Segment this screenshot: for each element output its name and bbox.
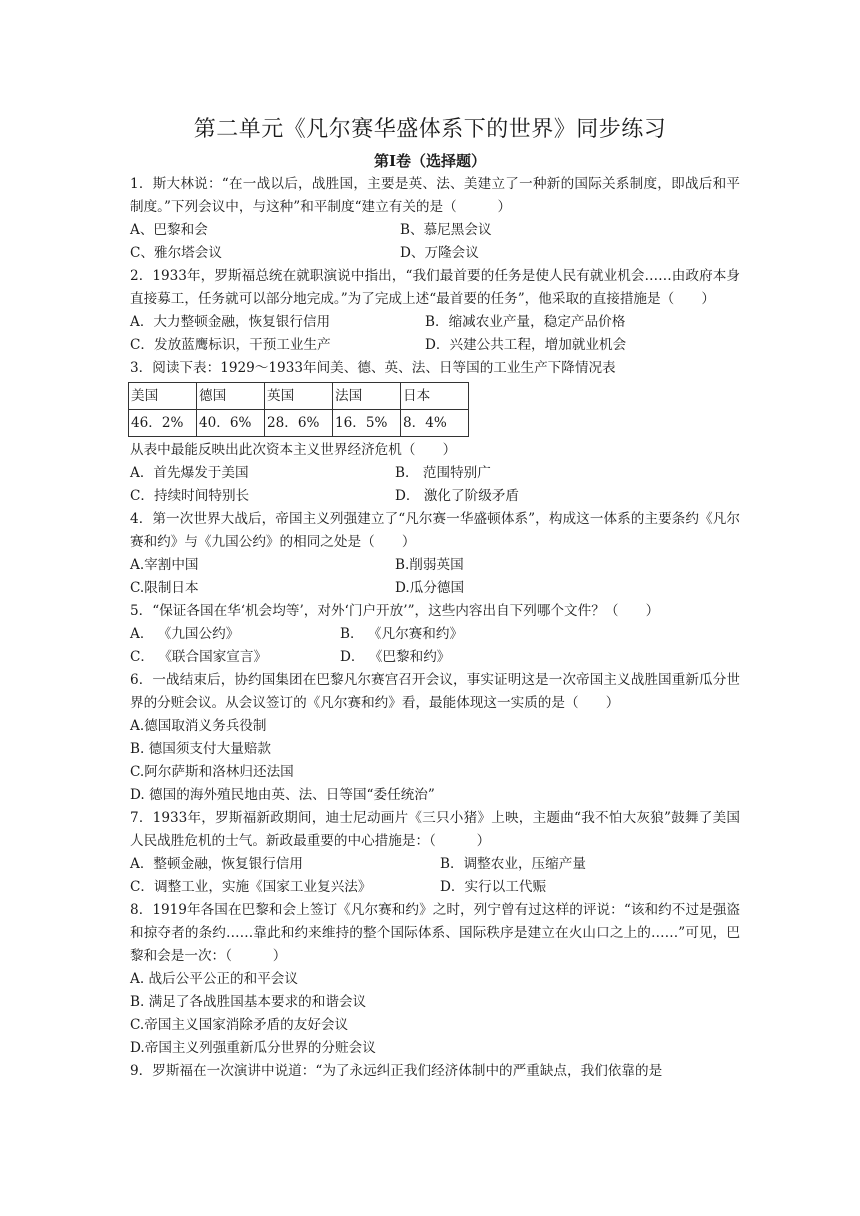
production-decline-table <box>128 382 469 437</box>
question-stem: 1．斯大林说：“在一战以后，战胜国，主要是英、法、美建立了一种新的国际关系制度，即战后和平制度。”下列会议中，与这种”和平制度“建立有关的是（ ） <box>130 176 740 215</box>
table-cell: 28．6% <box>265 410 333 437</box>
option-d: D.瓜分德国 <box>395 580 465 596</box>
question-6 <box>130 669 740 807</box>
table-header-cell: 法国 <box>333 383 401 410</box>
question-stem: 7．1933年，罗斯福新政期间，迪士尼动画片《三只小猪》上映，主题曲“我不怕大灰狼”鼓舞了美国人民战胜危机的士气。新政最重要的中心措施是：（ ） <box>130 810 740 849</box>
option-b: B．调整农业，压缩产量 <box>440 856 586 872</box>
option-b: B． 范围特别广 <box>395 465 491 481</box>
question-7 <box>130 807 740 899</box>
table-cell: 40．6% <box>197 410 265 437</box>
option-c: C．发放蓝鹰标识，干预工业生产 <box>130 337 331 353</box>
table-header-cell: 英国 <box>265 383 333 410</box>
question-1 <box>130 173 740 265</box>
option-a: A.宰割中国 <box>130 557 199 573</box>
option-c: C.阿尔萨斯和洛林归还法国 <box>130 764 294 780</box>
options <box>130 968 740 1060</box>
option-a: A.德国取消义务兵役制 <box>130 718 267 734</box>
document-title: 第二单元《凡尔赛华盛体系下的世界》同步练习 <box>193 117 667 142</box>
option-b: B、慕尼黑会议 <box>400 222 492 238</box>
options <box>130 715 740 807</box>
question-stem: 2．1933年，罗斯福总统在就职演说中指出，“我们最首要的任务是使人民有就业机会……由政府本身直接募工，任务就可以部分地完成。”为了完成上述“最首要的任务”，他采取的直接措施是（ ） <box>130 268 740 307</box>
option-d: D. 德国的海外殖民地由英、法、日等国“委任统治” <box>130 787 435 803</box>
question-stem: 4．第一次世界大战后，帝国主义列强建立了“凡尔赛一华盛顿体系”，构成这一体系的主要条约《凡尔赛和约》与《九国公约》的相同之处是（ ） <box>130 511 740 550</box>
option-d: D、万隆会议 <box>400 245 479 261</box>
option-c: C.帝国主义国家消除矛盾的友好会议 <box>130 1017 349 1033</box>
table-header-row <box>129 383 469 410</box>
question-stem-continued: 从表中最能反映出此次资本主义世界经济危机（ ） <box>130 442 457 458</box>
table-header-cell: 美国 <box>129 383 197 410</box>
question-stem: 5．“保证各国在华‘机会均等’，对外‘门户开放’”，这些内容出自下列哪个文件？（ ） <box>130 603 660 619</box>
option-d: D．实行以工代赈 <box>440 879 547 895</box>
option-b: B. 满足了各战胜国基本要求的和谐会议 <box>130 994 367 1010</box>
option-b: B．缩减农业产量，稳定产品价格 <box>425 314 626 330</box>
question-4 <box>130 508 740 600</box>
option-c: C.限制日本 <box>130 580 199 596</box>
options <box>130 462 740 508</box>
option-c: C．持续时间特别长 <box>130 488 250 504</box>
option-c: C．调整工业，实施《国家工业复兴法》 <box>130 879 372 895</box>
option-a: A．首先爆发于美国 <box>130 465 249 481</box>
option-d: D.帝国主义列强重新瓜分世界的分赃会议 <box>130 1040 376 1056</box>
option-a: A、巴黎和会 <box>130 222 208 238</box>
option-d: D． 激化了阶级矛盾 <box>395 488 519 504</box>
options <box>130 623 740 669</box>
question-8 <box>130 899 740 1060</box>
option-b: B． 《凡尔赛和约》 <box>340 626 464 642</box>
question-list <box>130 173 740 1083</box>
option-a: A. 战后公平公正的和平会议 <box>130 971 298 987</box>
option-a: A．大力整顿金融，恢复银行信用 <box>130 314 331 330</box>
section-title: 第Ⅰ卷（选择题） <box>373 152 487 170</box>
options <box>130 311 740 357</box>
table-header-cell: 日本 <box>401 383 469 410</box>
options <box>130 219 740 265</box>
question-stem: 8．1919年各国在巴黎和会上签订《凡尔赛和约》之时，列宁曾有过这样的评说：“该和约不过是强盗和掠夺者的条约……靠此和约来维持的整个国际体系、国际秩序是建立在火山口之上的……”可见，巴黎和会是一次：（ ） <box>130 902 740 964</box>
question-9 <box>130 1060 740 1083</box>
table-header-cell: 德国 <box>197 383 265 410</box>
options <box>130 853 740 899</box>
options <box>130 554 740 600</box>
option-a: A． 《九国公约》 <box>130 626 240 642</box>
table-row <box>129 410 469 437</box>
option-a: A．整顿金融，恢复银行信用 <box>130 856 303 872</box>
table-cell: 8．4% <box>401 410 469 437</box>
question-5 <box>130 600 740 669</box>
option-c: C． 《联合国家宣言》 <box>130 649 268 665</box>
question-stem: 6．一战结束后，协约国集团在巴黎凡尔赛宫召开会议，事实证明这是一次帝国主义战胜国重新瓜分世界的分赃会议。从会议签订的《凡尔赛和约》看，最能体现这一实质的是（ ） <box>130 672 740 711</box>
table-cell: 16．5% <box>333 410 401 437</box>
option-d: D．兴建公共工程，增加就业机会 <box>425 337 627 353</box>
option-d: D． 《巴黎和约》 <box>340 649 451 665</box>
question-2 <box>130 265 740 357</box>
table-cell: 46．2% <box>129 410 197 437</box>
question-stem: 3．阅读下表：1929～1933年间美、德、英、法、日等国的工业生产下降情况表 <box>130 360 616 376</box>
option-b: B.削弱英国 <box>395 557 464 573</box>
option-c: C、雅尔塔会议 <box>130 245 222 261</box>
question-3 <box>130 357 740 508</box>
option-b: B. 德国须支付大量赔款 <box>130 741 271 757</box>
question-stem: 9．罗斯福在一次演讲中说道：“为了永远纠正我们经济体制中的严重缺点，我们依靠的是 <box>130 1063 663 1079</box>
